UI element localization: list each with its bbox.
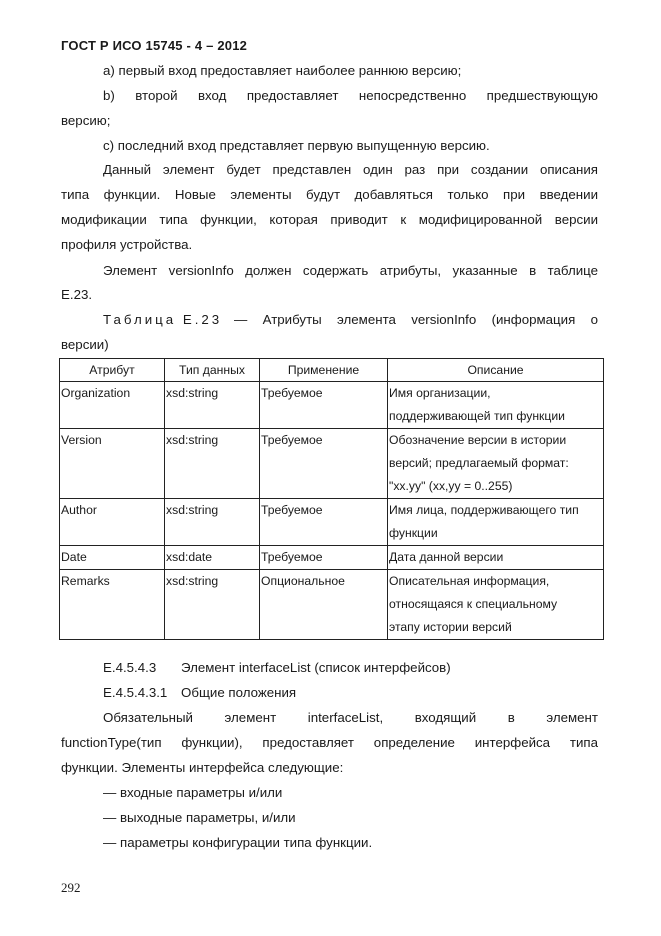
cell-usage: Опциональное	[260, 570, 388, 640]
table-row	[60, 382, 604, 429]
cell-attribute: Version	[60, 429, 165, 499]
paragraph-3-line3: функции. Элементы интерфейса следующие:	[61, 760, 344, 775]
cell-description	[388, 429, 604, 499]
list-item: — входные параметры и/или	[103, 785, 283, 800]
table-caption-line2: версии)	[61, 337, 109, 352]
paragraph-1-line2: типа функции. Новые элементы будут добавляться только при введении	[61, 187, 598, 202]
table-row	[60, 429, 604, 499]
list-item-a: а) первый вход предоставляет наиболее раннюю версию;	[103, 63, 462, 78]
description-line: Описательная информация,	[389, 574, 550, 588]
table-header-row	[60, 359, 604, 382]
paragraph-1-line3: модификации типа функции, которая приводит к модифицированной версии	[61, 212, 598, 227]
paragraph-2-line1: Элемент versionInfo должен содержать атрибуты, указанные в таблице	[103, 263, 598, 278]
cell-usage: Требуемое	[260, 546, 388, 570]
version-info-table	[59, 358, 604, 640]
cell-type: xsd:string	[165, 382, 260, 429]
section-heading-title: Элемент interfaceList (список интерфейсов)	[181, 660, 451, 675]
cell-type: xsd:string	[165, 499, 260, 546]
cell-attribute: Remarks	[60, 570, 165, 640]
column-header-data-type: Тип данных	[165, 359, 260, 382]
cell-type: xsd:string	[165, 429, 260, 499]
cell-attribute: Date	[60, 546, 165, 570]
column-header-attribute: Атрибут	[60, 359, 165, 382]
section-heading-number: Е.4.5.4.3	[103, 660, 157, 675]
description-line: Дата данной версии	[389, 550, 504, 564]
subsection-heading-title: Общие положения	[181, 685, 297, 700]
description-line: "xx.yy" (xx,yy = 0..255)	[389, 479, 513, 493]
table-caption-line1: — Атрибуты элемента versionInfo (информация о	[234, 312, 598, 327]
cell-attribute: Organization	[60, 382, 165, 429]
paragraph-3-line2: functionType(тип функции), предоставляет определение интерфейса типа	[61, 735, 598, 750]
paragraph-3-line1: Обязательный элемент interfaceList, входящий в элемент	[103, 710, 598, 725]
table-row	[60, 499, 604, 546]
cell-description	[388, 382, 604, 429]
cell-description	[388, 570, 604, 640]
paragraph-2-line2: Е.23.	[61, 287, 93, 302]
table-row	[60, 570, 604, 640]
description-line: версий; предлагаемый формат:	[389, 456, 569, 470]
subsection-heading-number: Е.4.5.4.3.1	[103, 685, 168, 700]
cell-usage: Требуемое	[260, 382, 388, 429]
cell-type: xsd:date	[165, 546, 260, 570]
table-row	[60, 546, 604, 570]
cell-usage: Требуемое	[260, 499, 388, 546]
description-line: функции	[389, 526, 438, 540]
cell-description	[388, 499, 604, 546]
list-item: — выходные параметры, и/или	[103, 810, 296, 825]
description-line: относящаяся к специальному	[389, 597, 558, 611]
page-number: 292	[61, 880, 81, 895]
paragraph-1-line4: профиля устройства.	[61, 237, 193, 252]
description-line: Имя организации,	[389, 386, 491, 400]
list-item-b-line2: версию;	[61, 113, 111, 128]
list-item-b-line1: b) второй вход предоставляет непосредственно предшествующую	[103, 88, 598, 103]
document-header: ГОСТ Р ИСО 15745 - 4 – 2012	[61, 38, 248, 53]
table-caption-label: Таблица Е.23	[103, 312, 223, 327]
paragraph-1-line1: Данный элемент будет представлен один раз при создании описания	[103, 162, 598, 177]
cell-attribute: Author	[60, 499, 165, 546]
cell-usage: Требуемое	[260, 429, 388, 499]
description-line: Обозначение версии в истории	[389, 433, 567, 447]
description-line: этапу истории версий	[389, 620, 512, 634]
list-item: — параметры конфигурации типа функции.	[103, 835, 373, 850]
cell-type: xsd:string	[165, 570, 260, 640]
list-item-c: с) последний вход представляет первую выпущенную версию.	[103, 138, 490, 153]
column-header-description: Описание	[388, 359, 604, 382]
column-header-usage: Применение	[260, 359, 388, 382]
description-line: Имя лица, поддерживающего тип	[389, 503, 579, 517]
cell-description	[388, 546, 604, 570]
description-line: поддерживающей тип функции	[389, 409, 565, 423]
